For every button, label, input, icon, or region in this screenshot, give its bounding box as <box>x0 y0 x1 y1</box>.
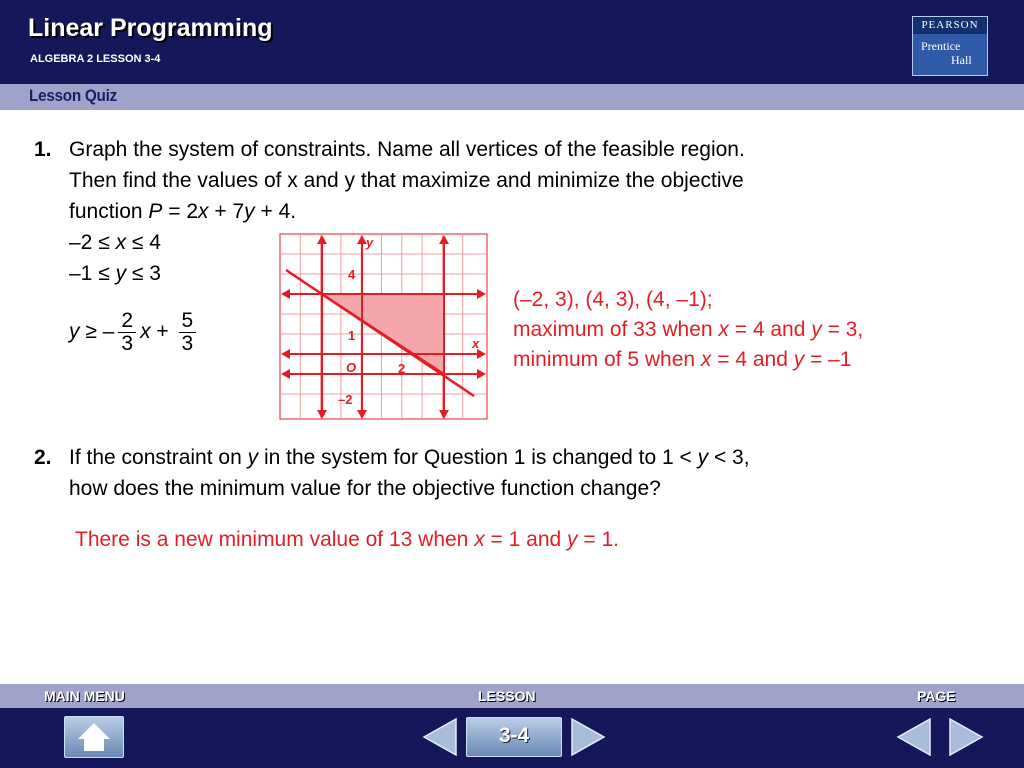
feasible-region-graph <box>278 232 490 422</box>
x-axis-label: x <box>472 336 480 351</box>
tick-label-2: 2 <box>398 361 406 376</box>
main-menu-button[interactable] <box>64 716 124 758</box>
tick-label-neg2: –2 <box>338 392 353 407</box>
question-2-number: 2. <box>34 446 52 469</box>
home-icon <box>65 717 123 757</box>
main-menu-label: MAIN MENU <box>44 688 125 704</box>
origin-label: O <box>346 360 357 375</box>
lesson-subtitle: ALGEBRA 2 LESSON 3-4 <box>30 53 161 65</box>
question-1-line3: function P = 2x + 7y + 4. <box>69 200 297 223</box>
lesson-next-button[interactable] <box>568 716 608 758</box>
constraint-line: y ≥ – $\frac{2}{3}$ x + $\frac{5}{3}$ <box>69 310 200 355</box>
question-2-line1: If the constraint on y in the system for Question 1 is changed to 1 < y < 3, <box>69 446 750 469</box>
page-prev-button[interactable] <box>894 716 934 758</box>
page-next-button[interactable] <box>946 716 986 758</box>
answer-2: There is a new minimum value of 13 when x = 1 and y = 1. <box>75 528 619 551</box>
y-axis-label: y <box>366 235 374 250</box>
boundary-diagonal <box>286 270 474 396</box>
tick-label-4: 4 <box>348 267 356 282</box>
page-label: PAGE <box>917 688 956 704</box>
question-1-line2: Then find the values of x and y that maximize and minimize the objective <box>69 169 744 192</box>
tick-label-1: 1 <box>348 328 356 343</box>
question-1-line1: Graph the system of constraints. Name all vertices of the feasible region. <box>69 138 745 161</box>
lesson-label: LESSON <box>478 688 536 704</box>
answer-1-line1: (–2, 3), (4, 3), (4, –1); <box>513 288 713 311</box>
question-2-line2: how does the minimum value for the objective function change? <box>69 477 661 500</box>
constraint-y: –1 ≤ y ≤ 3 <box>69 262 161 285</box>
lesson-number-button[interactable]: 3-4 <box>466 717 562 757</box>
section-bar <box>0 84 1024 110</box>
page-title: Linear Programming <box>28 14 273 42</box>
logo-line2: Hall <box>951 53 972 67</box>
answer-1-line2: maximum of 33 when x = 4 and y = 3, <box>513 318 864 341</box>
constraint-x: –2 ≤ x ≤ 4 <box>69 231 161 254</box>
logo-line1: Prentice <box>921 39 961 53</box>
logo-pearson-text: PEARSON <box>913 17 987 34</box>
lesson-prev-button[interactable] <box>420 716 460 758</box>
publisher-logo <box>912 16 988 76</box>
section-label: Lesson Quiz <box>29 86 118 105</box>
question-1-number: 1. <box>34 138 52 161</box>
answer-1-line3: minimum of 5 when x = 4 and y = –1 <box>513 348 852 371</box>
